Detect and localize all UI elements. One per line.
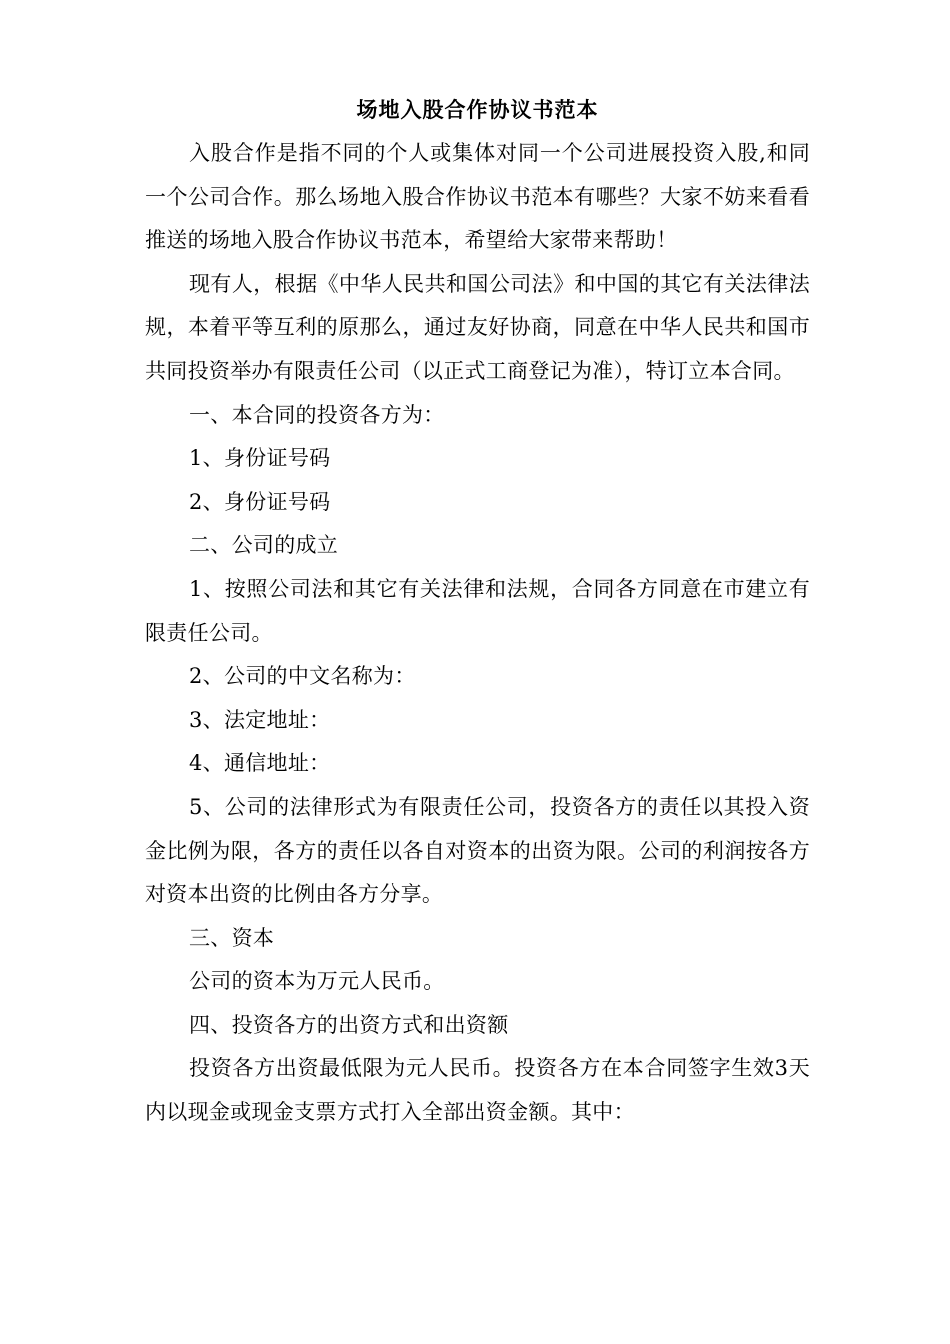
document-title: 场地入股合作协议书范本 xyxy=(356,98,599,122)
section-heading-capital: 三、资本 xyxy=(189,925,275,950)
section-heading-establishment: 二、公司的成立 xyxy=(189,533,339,558)
paragraph-preamble: 现有人，根据《中华人民共和国公司法》和中国的其它有关法律法规，本着平等互利的原那么，通过友好协商，同意在中华人民共和国市共同投资举办有限责任公司（以正式工商登记为准），特订立本合同。 xyxy=(145,271,810,383)
document-page xyxy=(145,88,810,1135)
section-heading-contribution: 四、投资各方的出资方式和出资额 xyxy=(189,1012,509,1037)
paragraph-clause-2-1: 1、按照公司法和其它有关法律和法规，合同各方同意在市建立有限责任公司。 xyxy=(145,576,810,645)
paragraph-intro: 入股合作是指不同的个人或集体对同一个公司进展投资入股,和同一个公司合作。那么场地入股合作协议书范本有哪些？大家不妨来看看推送的场地入股合作协议书范本，希望给大家带来帮助！ xyxy=(145,141,810,253)
section-heading-parties: 一、本合同的投资各方为： xyxy=(189,402,445,427)
paragraph-clause-2-5: 5、公司的法律形式为有限责任公司，投资各方的责任以其投入资金比例为限，各方的责任以各自对资本的出资为限。公司的利润按各方对资本出资的比例由各方分享。 xyxy=(145,794,810,907)
paragraph-clause-2-3: 3、法定地址： xyxy=(189,707,331,732)
paragraph-capital: 公司的资本为万元人民币。 xyxy=(189,969,445,994)
paragraph-clause-2-2: 2、公司的中文名称为： xyxy=(189,664,416,689)
paragraph-party-2: 2、身份证号码 xyxy=(189,489,331,514)
paragraph-clause-2-4: 4、通信地址： xyxy=(189,751,331,776)
paragraph-party-1: 1、身份证号码 xyxy=(189,446,331,471)
paragraph-contribution: 投资各方出资最低限为元人民币。投资各方在本合同签字生效3天内以现金或现金支票方式打入全部出资金额。其中： xyxy=(145,1056,810,1125)
